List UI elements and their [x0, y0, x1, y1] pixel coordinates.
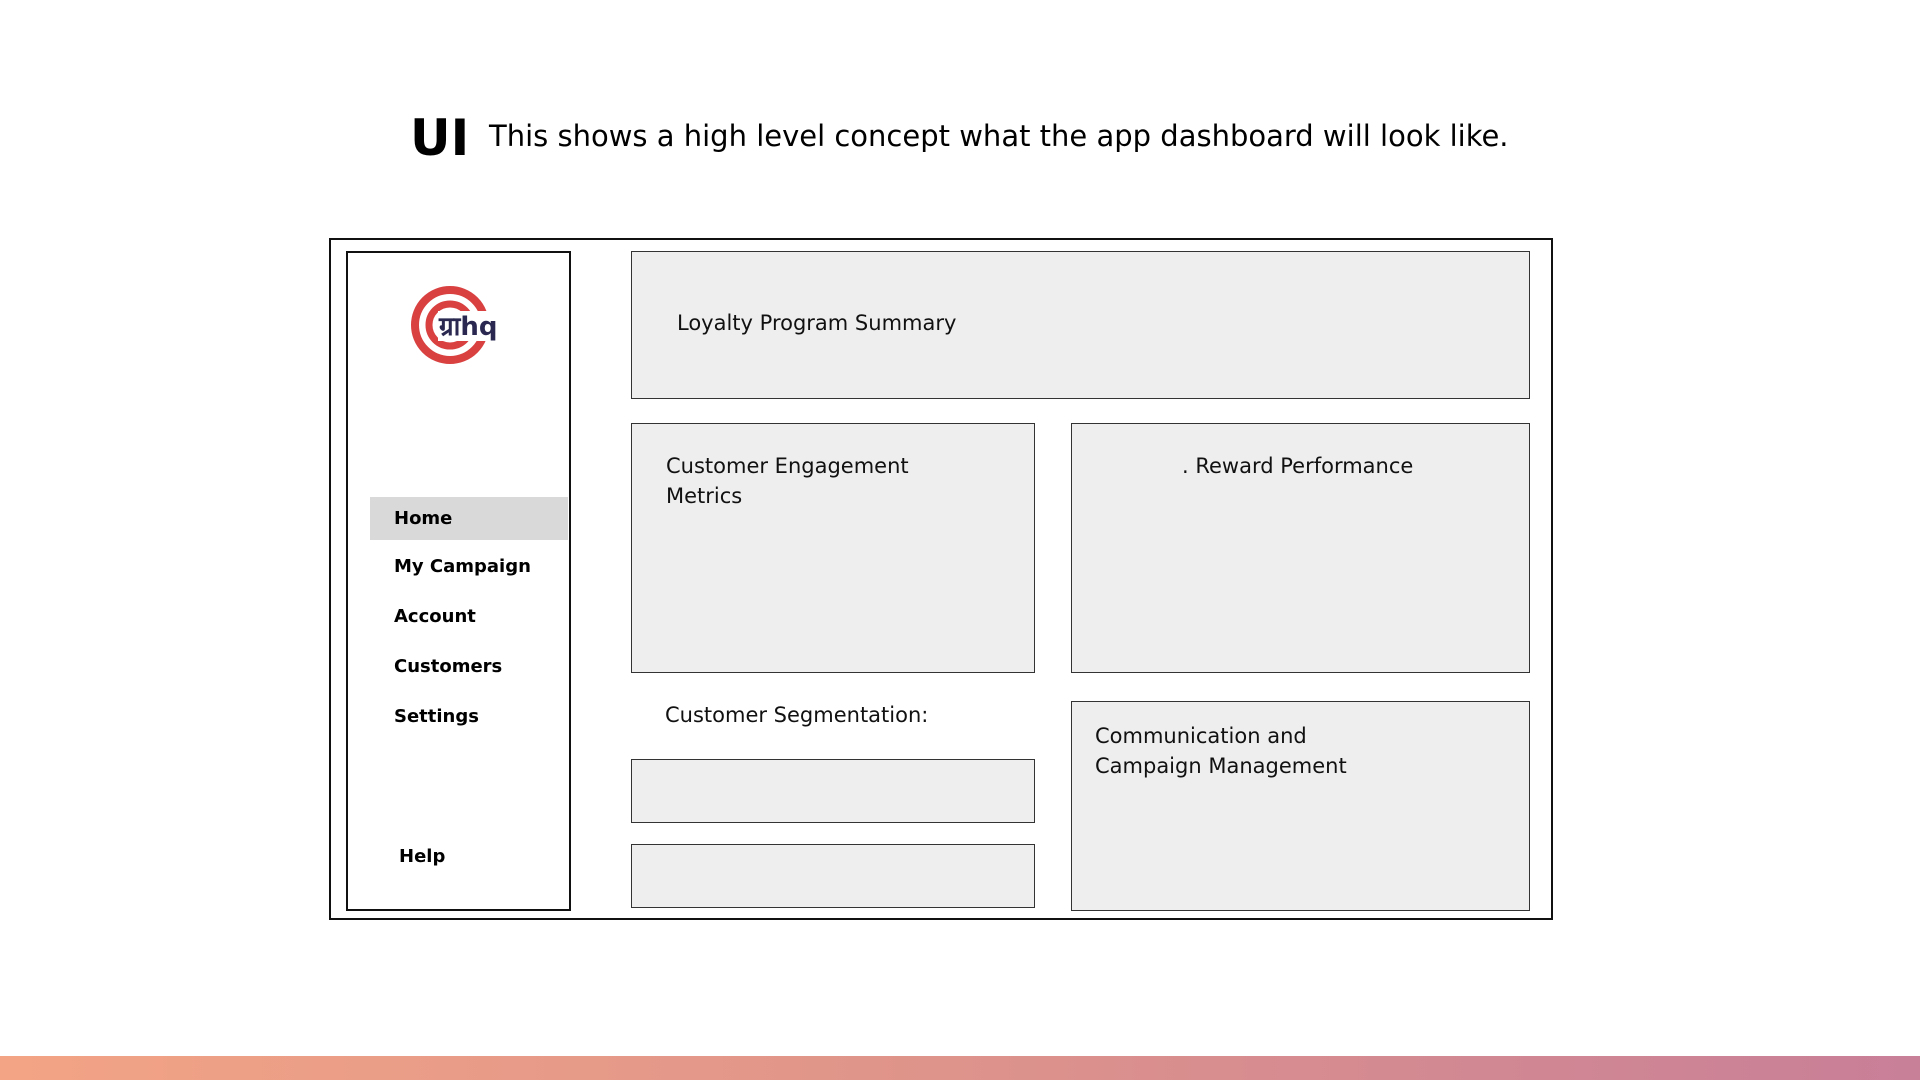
segmentation-box-2[interactable] [631, 844, 1035, 908]
loyalty-summary-title: Loyalty Program Summary [677, 311, 957, 335]
sidebar-item-account[interactable]: Account [394, 606, 476, 627]
ui-heading: UI [410, 109, 470, 167]
engagement-metrics-title-line1: Customer Engagement [666, 454, 909, 478]
communication-title-line2: Campaign Management [1095, 754, 1347, 778]
header-description: This shows a high level concept what the app dashboard will look like. [489, 119, 1509, 153]
brand-logo-icon [410, 285, 510, 369]
logo-wordmark: ग्राhq [439, 312, 498, 342]
communication-campaign-panel[interactable] [1071, 701, 1530, 911]
sidebar-item-help[interactable]: Help [399, 846, 446, 867]
segmentation-box-1[interactable] [631, 759, 1035, 823]
reward-performance-panel[interactable] [1071, 423, 1530, 673]
loyalty-summary-panel[interactable] [631, 251, 1530, 399]
sidebar-item-customers[interactable]: Customers [394, 656, 503, 677]
engagement-metrics-title-line2: Metrics [666, 484, 743, 508]
decorative-gradient-bar [0, 1056, 1920, 1080]
segmentation-heading: Customer Segmentation: [665, 703, 929, 727]
reward-performance-title: . Reward Performance [1182, 454, 1414, 478]
sidebar-item-settings[interactable]: Settings [394, 706, 479, 727]
sidebar-item-home[interactable]: Home [370, 497, 568, 540]
sidebar-item-my-campaign[interactable]: My Campaign [394, 556, 531, 577]
communication-title-line1: Communication and [1095, 724, 1307, 748]
engagement-metrics-panel[interactable] [631, 423, 1035, 673]
